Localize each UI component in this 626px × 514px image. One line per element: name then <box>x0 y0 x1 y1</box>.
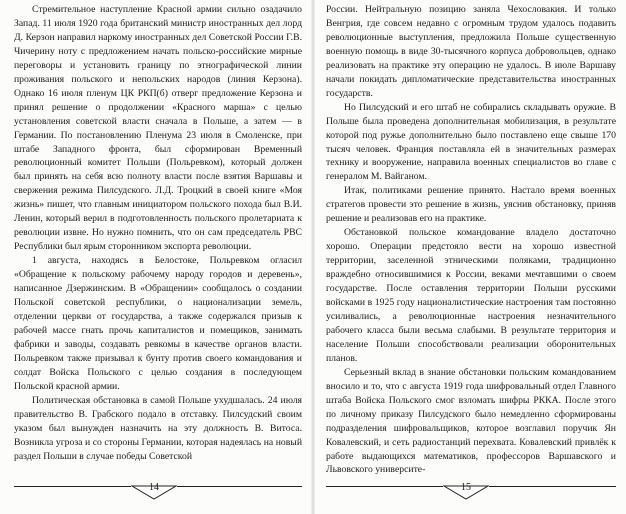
right-page-text <box>326 3 616 477</box>
paragraph: Политическая обстановка в самой Польше ухудшалась. 24 июля правительство В. Грабского подало в отставку. Пилсудский своим указом был вынужден назначить на эту должность В. Витоса. Возникла угроза и со стороны Германии, которая надеялась на новый раздел Польши в случае победы Советской <box>14 394 302 462</box>
ornament-line <box>326 486 443 487</box>
paragraph: Стремительное наступление Красной армии сильно озадачило Запад. 11 июля 1920 года британский министр иностранных дел лорд Д. Керзон направил наркому иностранных дел Советской России Г.В. Чичерину ноту с предложением начать польско-российские мирные переговоры и установить границу по этнографической линии проживания польского и непольских народов (линия Керзона). Однако 16 июля пленум ЦК РКП(б) отверг предложение Керзона и принял решение о продолжении «Красного марша» с целью установления советской власти сначала в Польше, а затем — в Германии. По постановлению Пленума 23 июля в Смоленске, при штабе Западного фронта, был сформирован Временный революционный комитет Польши (Польревком), который должен был принять на себя всю полноту власти после взятия Варшавы и свержения режима Пилсудского. Л.Д. Троцкий в своей книге «Моя жизнь» пишет, что главным инициатором польского похода был В.И. Ленин, который верил в подготовленность польского пролетариата к революции извне. Но нужно помнить, что он сам председатель РВС Республики был ярым сторонником экспорта революции. <box>14 4 302 253</box>
page-number-ornament <box>313 480 626 502</box>
ornament-line <box>177 486 302 487</box>
paragraph: 1 августа, находясь в Белостоке, Польревком огласил «Обращение к польскому рабочему народу городов и деревень», написанное Дзержинским. В «Обращении» сообщалось о создании Польской советской республики, о национализации земель, отделении церкви от государства, а также содержался призыв к рабочей массе гнать прочь капиталистов и помещиков, занимать фабрики и заводы, создавать ревкомы в качестве органов власти. Польревком также призывал к бунту против своего командования и солдат Войска Польского с целью создания в последующем Польской красной армии. <box>14 255 302 392</box>
paragraph: Обстановкой польское командование владело достаточно хорошо. Операции предстояло вести на хорошо известной территории, заселенной этническими поляками, традиционно враждебно относившимися к России, веками мечтавшими о своем государстве. После оставления территории Польши русскими войсками в 1925 году националистические настроения там постоянно усиливались, а революционные настроения незначительного рабочего класса были весьма слабыми. В результате территория и население Польши способствовали реализации оборонительных планов. <box>326 227 616 364</box>
paragraph: Но Пилсудский и его штаб не собирались складывать оружие. В Польше была проведена дополнительная мобилизация, в результате которой под ружье дополнительно было поставлено еще свыше 170 тысяч человек. Франция поставляла ей в значительных размерах технику и вооружение, направила военных специалистов во главе с генералом М. Вайганом. <box>326 101 616 183</box>
page-number-ornament <box>0 480 313 502</box>
ornament-line <box>14 486 131 487</box>
paragraph: Серьезный вклад в знание обстановки польским командованием вносило и то, что с августа 1919 года шифровальный отдел Главного штаба Войска Польского смог взломать шифры РККА. После этого по личному приказу Пилсудского было немедленно сформированы подразделения шифровальщиков, которое возглавил поручик Ян Ковалевский, и сеть радиостанций перехвата. Ковалевский привлёк к работе выдающихся математиков, профессоров Варшавского и Львовского университе- <box>326 366 616 476</box>
page-number: 15 <box>461 482 471 493</box>
ornament-line <box>489 486 616 487</box>
left-page-text <box>14 3 302 463</box>
paragraph: России. Нейтральную позицию заняла Чехословакия. И только Венгрия, где совсем недавно с огромным трудом удалось подавить революционные выступления, предложила Польше существенную военную помощь в виде 30-тысячного корпуса добровольцев, однако реализовать на практике эту операцию не удалось. В июле Варшаву начали покидать дипломатические представительства иностранных государств. <box>326 4 616 99</box>
right-page <box>313 0 626 514</box>
page-number: 14 <box>149 482 159 493</box>
paragraph: Итак, политиками решение принято. Настало время военных стратегов провести это решение в жизнь, уяснив обстановку, приняв решение и реализовав его на практике. <box>326 185 616 225</box>
